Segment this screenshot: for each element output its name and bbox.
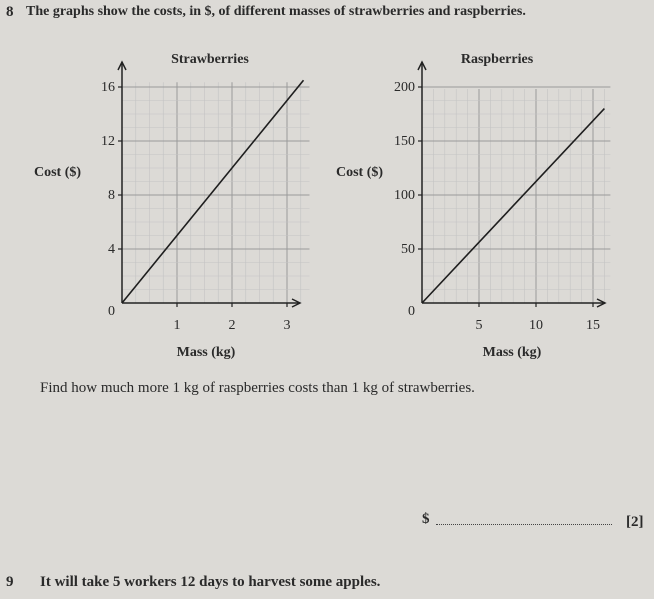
straw-y-tick-label: 16 bbox=[101, 80, 115, 95]
straw-y-tick-label: 12 bbox=[101, 134, 115, 149]
straw-y-axis-label: Cost ($) bbox=[34, 165, 82, 180]
straw-y-tick-label: 0 bbox=[108, 304, 115, 319]
marks-label: [2] bbox=[626, 514, 644, 530]
straw-x-axis-label: Mass (kg) bbox=[176, 345, 236, 360]
rasp-y-axis-label: Cost ($) bbox=[336, 165, 384, 180]
rasp-x-tick-label: 10 bbox=[529, 318, 543, 333]
rasp-x-axis-label: Mass (kg) bbox=[482, 345, 542, 360]
straw-x-tick-label: 1 bbox=[173, 318, 181, 333]
rasp-x-tick-label: 15 bbox=[586, 318, 600, 333]
straw-y-tick-label: 4 bbox=[108, 242, 115, 257]
question-8-instruction: Find how much more 1 kg of raspberries costs than 1 kg of strawberries. bbox=[40, 380, 475, 396]
straw-y-tick-label: 8 bbox=[108, 188, 115, 203]
question-9-text: It will take 5 workers 12 days to harvest some apples. bbox=[40, 574, 381, 590]
straw-x-tick-label: 3 bbox=[283, 318, 291, 333]
question-8-number: 8 bbox=[6, 4, 14, 20]
rasp-y-tick-label: 150 bbox=[394, 134, 415, 149]
currency-symbol: $ bbox=[422, 511, 430, 527]
rasp-y-tick-label: 50 bbox=[401, 242, 415, 257]
question-9-number: 9 bbox=[6, 574, 14, 590]
straw-chart-title: Strawberries bbox=[171, 52, 249, 67]
rasp-y-tick-label: 200 bbox=[394, 80, 415, 95]
question-8-text: The graphs show the costs, in $, of different masses of strawberries and raspberries. bbox=[26, 4, 526, 19]
rasp-x-tick-label: 5 bbox=[475, 318, 483, 333]
answer-line[interactable] bbox=[436, 524, 612, 525]
rasp-chart-title: Raspberries bbox=[460, 52, 534, 67]
rasp-y-tick-label: 0 bbox=[408, 304, 415, 319]
straw-x-tick-label: 2 bbox=[228, 318, 236, 333]
rasp-y-tick-label: 100 bbox=[394, 188, 415, 203]
